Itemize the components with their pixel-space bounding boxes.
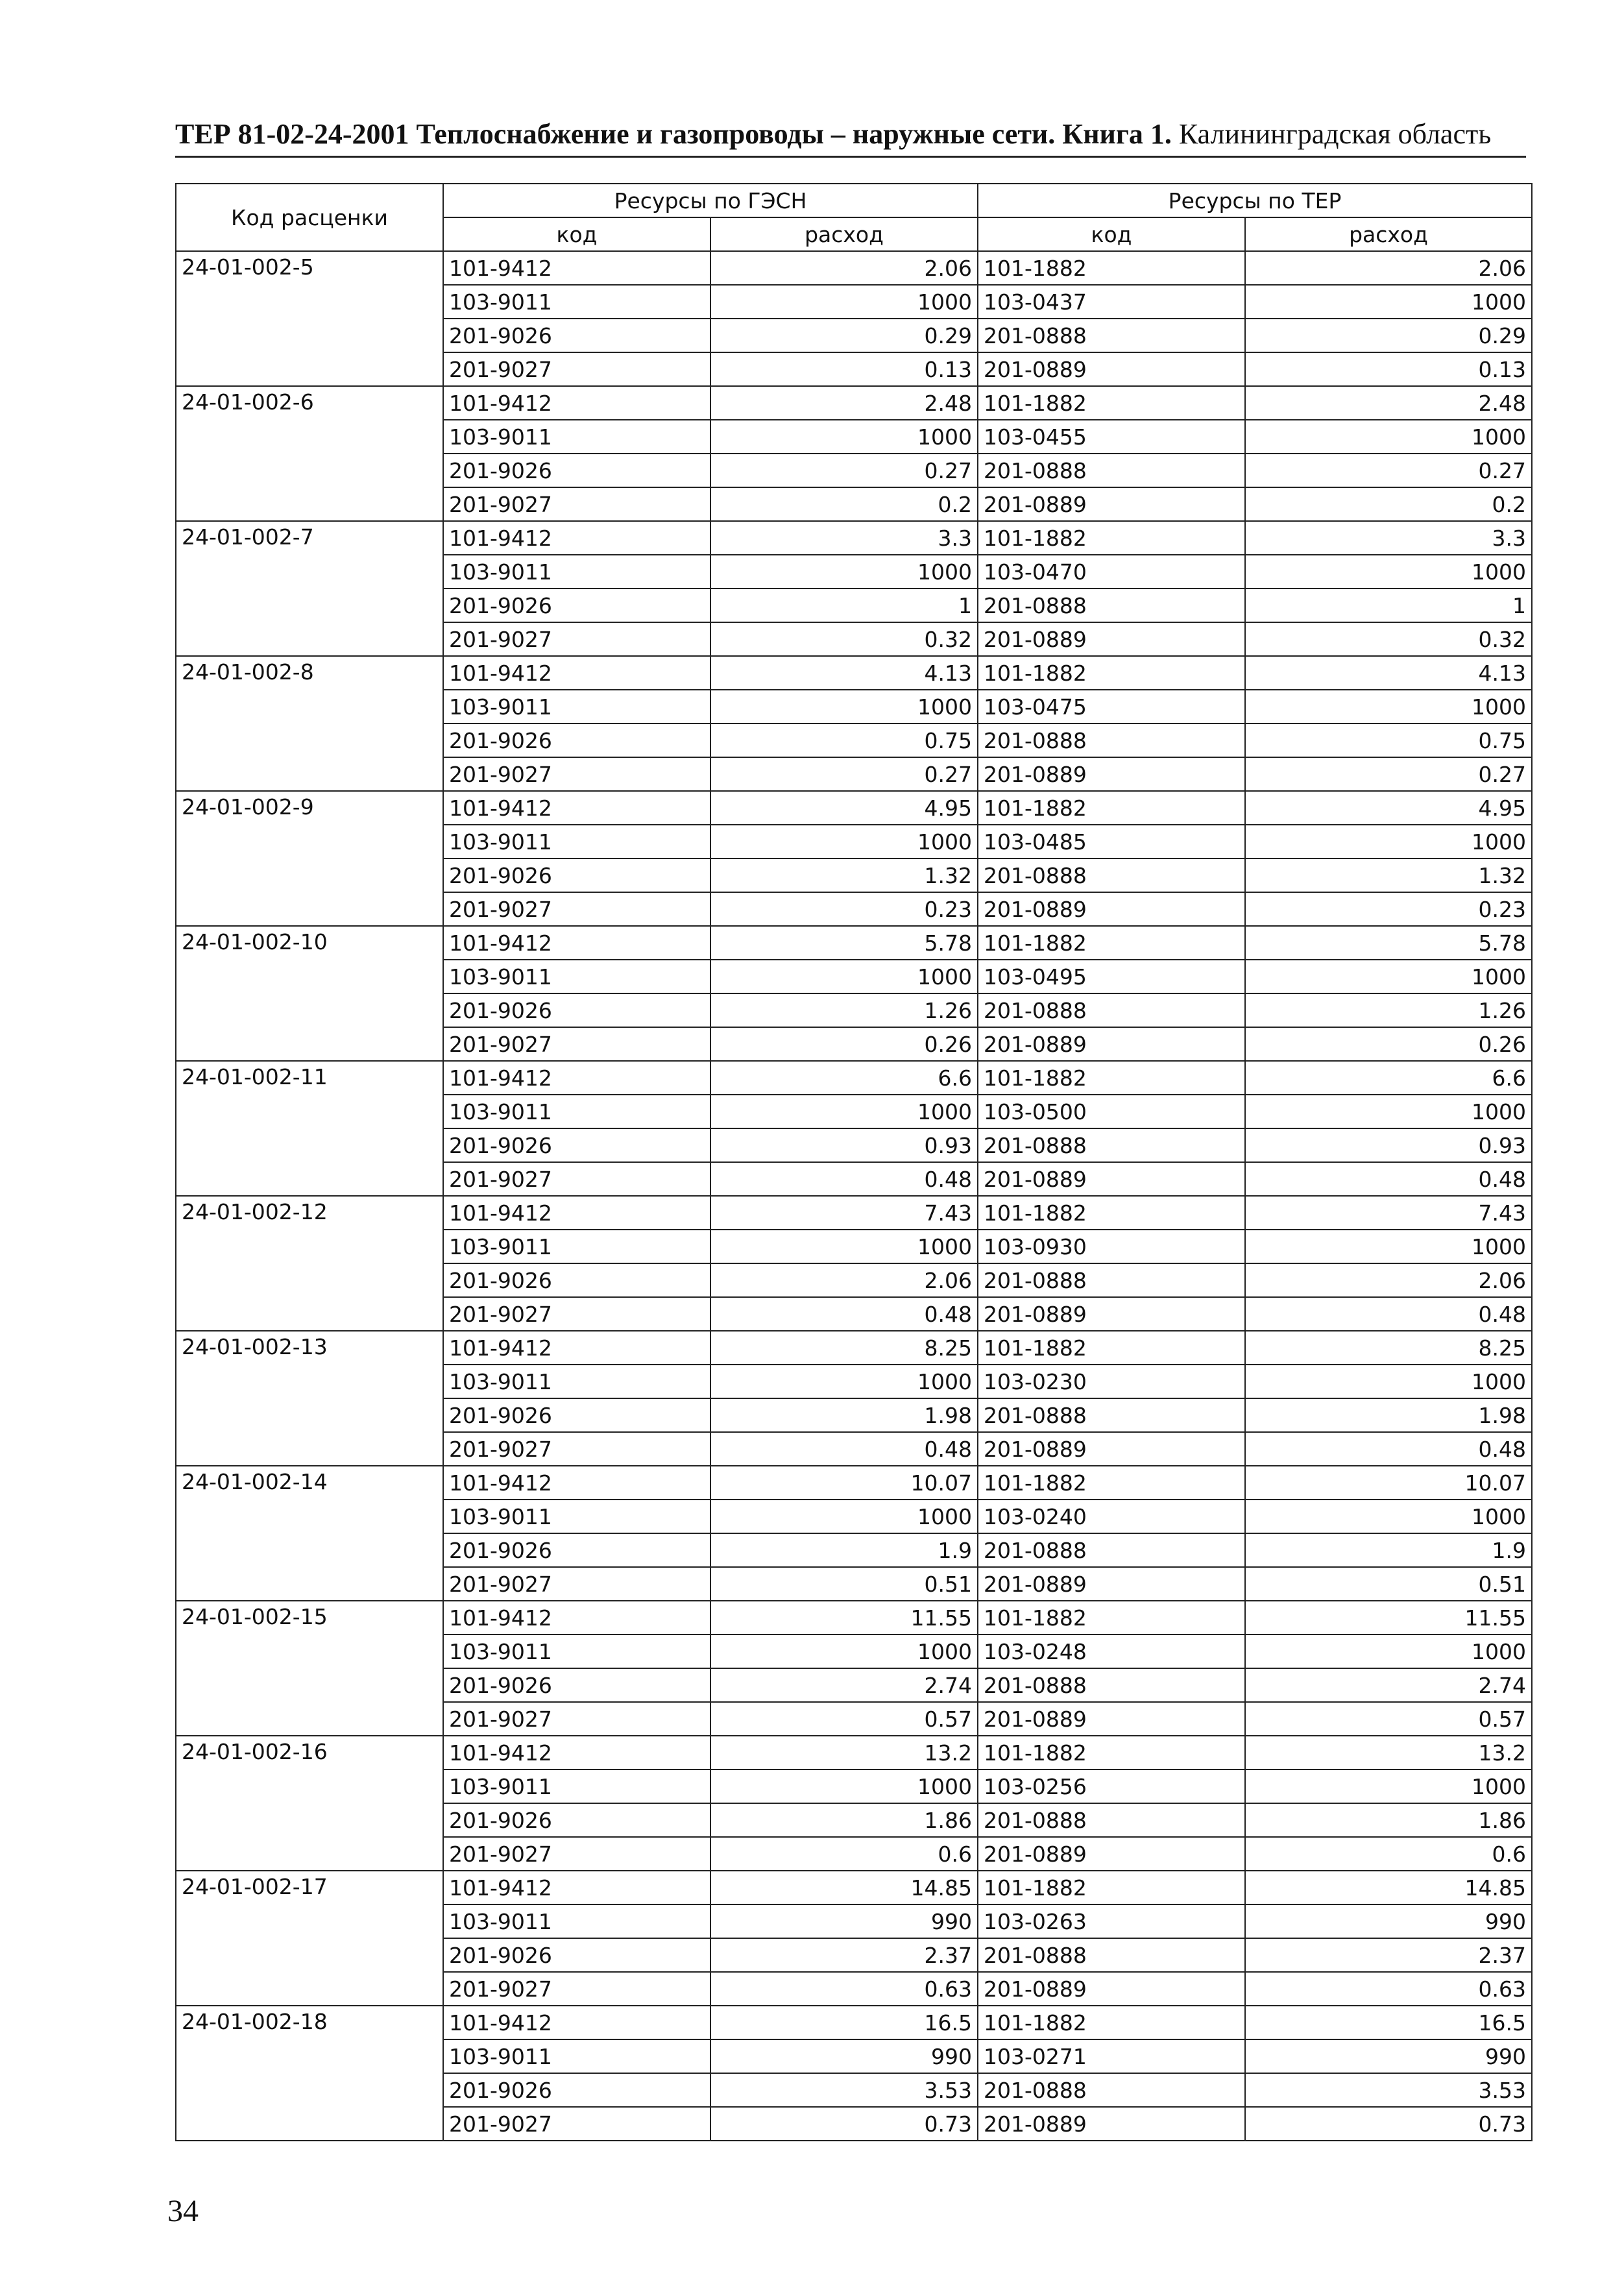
ter-usage-cell: 1.26 <box>1245 993 1532 1027</box>
gesn-code-cell: 101-9412 <box>443 386 710 420</box>
ter-usage-cell: 1000 <box>1245 555 1532 589</box>
gesn-code-cell: 101-9412 <box>443 251 710 285</box>
rate-code-cell: 24-01-002-7 <box>176 521 443 656</box>
gesn-code-cell: 101-9412 <box>443 1871 710 1904</box>
header-ter-code: код <box>978 217 1245 251</box>
ter-code-cell: 201-0889 <box>978 757 1245 791</box>
header-gesn-resources: Ресурсы по ГЭСН <box>443 184 978 217</box>
ter-usage-cell: 0.32 <box>1245 622 1532 656</box>
ter-code-cell: 103-0475 <box>978 690 1245 723</box>
rate-code-cell: 24-01-002-10 <box>176 926 443 1061</box>
gesn-usage-cell: 13.2 <box>710 1736 978 1769</box>
gesn-usage-cell: 0.32 <box>710 622 978 656</box>
ter-code-cell: 201-0888 <box>978 1938 1245 1972</box>
gesn-code-cell: 103-9011 <box>443 1635 710 1668</box>
ter-usage-cell: 0.93 <box>1245 1128 1532 1162</box>
gesn-code-cell: 201-9027 <box>443 1027 710 1061</box>
ter-usage-cell: 7.43 <box>1245 1196 1532 1230</box>
ter-usage-cell: 4.13 <box>1245 656 1532 690</box>
gesn-code-cell: 201-9026 <box>443 1938 710 1972</box>
rate-code-cell: 24-01-002-12 <box>176 1196 443 1331</box>
gesn-usage-cell: 1000 <box>710 1635 978 1668</box>
header-rate-code: Код расценки <box>176 184 443 251</box>
gesn-code-cell: 101-9412 <box>443 1196 710 1230</box>
ter-code-cell: 101-1882 <box>978 1736 1245 1769</box>
rate-code-cell: 24-01-002-8 <box>176 656 443 791</box>
ter-code-cell: 201-0888 <box>978 1533 1245 1567</box>
gesn-code-cell: 101-9412 <box>443 1736 710 1769</box>
gesn-code-cell: 103-9011 <box>443 420 710 454</box>
ter-usage-cell: 0.13 <box>1245 352 1532 386</box>
ter-code-cell: 103-0256 <box>978 1769 1245 1803</box>
ter-code-cell: 101-1882 <box>978 1871 1245 1904</box>
ter-code-cell: 101-1882 <box>978 1601 1245 1635</box>
ter-code-cell: 201-0888 <box>978 1668 1245 1702</box>
gesn-code-cell: 103-9011 <box>443 555 710 589</box>
table-row <box>176 1331 1532 1365</box>
ter-code-cell: 201-0889 <box>978 1432 1245 1466</box>
gesn-code-cell: 201-9026 <box>443 993 710 1027</box>
ter-code-cell: 103-0248 <box>978 1635 1245 1668</box>
ter-code-cell: 201-0889 <box>978 892 1245 926</box>
gesn-usage-cell: 2.06 <box>710 1263 978 1297</box>
ter-code-cell: 201-0889 <box>978 352 1245 386</box>
gesn-usage-cell: 1.9 <box>710 1533 978 1567</box>
gesn-code-cell: 201-9027 <box>443 622 710 656</box>
gesn-code-cell: 201-9026 <box>443 454 710 487</box>
table-row <box>176 1871 1532 1904</box>
gesn-code-cell: 201-9027 <box>443 352 710 386</box>
ter-usage-cell: 1000 <box>1245 1365 1532 1398</box>
ter-code-cell: 101-1882 <box>978 1466 1245 1500</box>
ter-usage-cell: 2.74 <box>1245 1668 1532 1702</box>
gesn-usage-cell: 0.93 <box>710 1128 978 1162</box>
gesn-code-cell: 201-9027 <box>443 1297 710 1331</box>
gesn-code-cell: 101-9412 <box>443 656 710 690</box>
ter-usage-cell: 5.78 <box>1245 926 1532 960</box>
ter-usage-cell: 0.48 <box>1245 1297 1532 1331</box>
ter-code-cell: 201-0888 <box>978 319 1245 352</box>
gesn-code-cell: 201-9026 <box>443 858 710 892</box>
ter-usage-cell: 0.48 <box>1245 1432 1532 1466</box>
gesn-usage-cell: 1000 <box>710 1095 978 1128</box>
table-row <box>176 1466 1532 1500</box>
gesn-usage-cell: 0.51 <box>710 1567 978 1601</box>
gesn-code-cell: 201-9027 <box>443 1972 710 2006</box>
ter-code-cell: 201-0888 <box>978 454 1245 487</box>
table-row <box>176 1196 1532 1230</box>
ter-usage-cell: 1000 <box>1245 285 1532 319</box>
ter-usage-cell: 0.2 <box>1245 487 1532 521</box>
gesn-code-cell: 103-9011 <box>443 825 710 858</box>
gesn-code-cell: 201-9027 <box>443 2107 710 2141</box>
gesn-usage-cell: 7.43 <box>710 1196 978 1230</box>
ter-code-cell: 201-0888 <box>978 723 1245 757</box>
gesn-usage-cell: 2.48 <box>710 386 978 420</box>
ter-usage-cell: 0.63 <box>1245 1972 1532 2006</box>
ter-usage-cell: 990 <box>1245 2039 1532 2073</box>
table-row <box>176 1061 1532 1095</box>
ter-usage-cell: 0.27 <box>1245 757 1532 791</box>
gesn-code-cell: 103-9011 <box>443 285 710 319</box>
gesn-usage-cell: 0.63 <box>710 1972 978 2006</box>
ter-usage-cell: 990 <box>1245 1904 1532 1938</box>
gesn-usage-cell: 4.13 <box>710 656 978 690</box>
ter-code-cell: 103-0263 <box>978 1904 1245 1938</box>
table-row <box>176 926 1532 960</box>
gesn-usage-cell: 3.3 <box>710 521 978 555</box>
rate-code-cell: 24-01-002-11 <box>176 1061 443 1196</box>
ter-usage-cell: 0.75 <box>1245 723 1532 757</box>
ter-usage-cell: 1000 <box>1245 1635 1532 1668</box>
gesn-code-cell: 201-9026 <box>443 1263 710 1297</box>
ter-usage-cell: 0.29 <box>1245 319 1532 352</box>
ter-code-cell: 101-1882 <box>978 656 1245 690</box>
gesn-code-cell: 101-9412 <box>443 521 710 555</box>
rate-code-cell: 24-01-002-9 <box>176 791 443 926</box>
ter-code-cell: 101-1882 <box>978 251 1245 285</box>
gesn-usage-cell: 1000 <box>710 960 978 993</box>
gesn-usage-cell: 0.73 <box>710 2107 978 2141</box>
header-ter-usage: расход <box>1245 217 1532 251</box>
gesn-code-cell: 201-9027 <box>443 757 710 791</box>
header-rule <box>175 156 1526 158</box>
rate-code-cell: 24-01-002-5 <box>176 251 443 386</box>
ter-code-cell: 201-0888 <box>978 1803 1245 1837</box>
ter-usage-cell: 1000 <box>1245 825 1532 858</box>
table-row <box>176 1601 1532 1635</box>
gesn-code-cell: 201-9027 <box>443 487 710 521</box>
ter-code-cell: 103-0437 <box>978 285 1245 319</box>
ter-usage-cell: 1000 <box>1245 960 1532 993</box>
gesn-usage-cell: 1.26 <box>710 993 978 1027</box>
gesn-code-cell: 201-9026 <box>443 1398 710 1432</box>
ter-usage-cell: 0.57 <box>1245 1702 1532 1736</box>
ter-code-cell: 101-1882 <box>978 2006 1245 2039</box>
ter-usage-cell: 4.95 <box>1245 791 1532 825</box>
ter-code-cell: 101-1882 <box>978 1196 1245 1230</box>
ter-usage-cell: 0.6 <box>1245 1837 1532 1871</box>
gesn-usage-cell: 1.86 <box>710 1803 978 1837</box>
table-row <box>176 656 1532 690</box>
ter-code-cell: 201-0889 <box>978 1702 1245 1736</box>
ter-code-cell: 201-0889 <box>978 1837 1245 1871</box>
gesn-code-cell: 201-9027 <box>443 1432 710 1466</box>
gesn-usage-cell: 0.48 <box>710 1162 978 1196</box>
gesn-usage-cell: 0.75 <box>710 723 978 757</box>
ter-usage-cell: 1 <box>1245 589 1532 622</box>
ter-code-cell: 201-0888 <box>978 1398 1245 1432</box>
ter-code-cell: 101-1882 <box>978 791 1245 825</box>
gesn-code-cell: 101-9412 <box>443 926 710 960</box>
ter-usage-cell: 8.25 <box>1245 1331 1532 1365</box>
gesn-usage-cell: 5.78 <box>710 926 978 960</box>
header-gesn-code: код <box>443 217 710 251</box>
gesn-code-cell: 103-9011 <box>443 1230 710 1263</box>
gesn-usage-cell: 0.29 <box>710 319 978 352</box>
rate-code-cell: 24-01-002-17 <box>176 1871 443 2006</box>
gesn-code-cell: 103-9011 <box>443 1769 710 1803</box>
table-row <box>176 251 1532 285</box>
ter-code-cell: 201-0889 <box>978 2107 1245 2141</box>
ter-usage-cell: 1000 <box>1245 690 1532 723</box>
ter-usage-cell: 14.85 <box>1245 1871 1532 1904</box>
gesn-usage-cell: 0.2 <box>710 487 978 521</box>
gesn-code-cell: 201-9027 <box>443 1567 710 1601</box>
ter-code-cell: 103-0240 <box>978 1500 1245 1533</box>
gesn-code-cell: 201-9027 <box>443 1162 710 1196</box>
gesn-usage-cell: 3.53 <box>710 2073 978 2107</box>
gesn-usage-cell: 0.23 <box>710 892 978 926</box>
gesn-usage-cell: 0.6 <box>710 1837 978 1871</box>
table-row <box>176 791 1532 825</box>
gesn-usage-cell: 1000 <box>710 1230 978 1263</box>
gesn-usage-cell: 990 <box>710 2039 978 2073</box>
gesn-code-cell: 201-9026 <box>443 1668 710 1702</box>
ter-code-cell: 201-0888 <box>978 858 1245 892</box>
ter-code-cell: 201-0888 <box>978 2073 1245 2107</box>
ter-usage-cell: 1.32 <box>1245 858 1532 892</box>
gesn-code-cell: 201-9026 <box>443 589 710 622</box>
ter-code-cell: 201-0889 <box>978 1027 1245 1061</box>
ter-usage-cell: 1.98 <box>1245 1398 1532 1432</box>
gesn-code-cell: 101-9412 <box>443 1061 710 1095</box>
resources-table <box>175 183 1533 2141</box>
ter-usage-cell: 1000 <box>1245 420 1532 454</box>
gesn-usage-cell: 1 <box>710 589 978 622</box>
ter-usage-cell: 1.86 <box>1245 1803 1532 1837</box>
gesn-usage-cell: 0.26 <box>710 1027 978 1061</box>
ter-usage-cell: 0.48 <box>1245 1162 1532 1196</box>
gesn-code-cell: 201-9026 <box>443 1128 710 1162</box>
rate-code-cell: 24-01-002-6 <box>176 386 443 521</box>
gesn-code-cell: 201-9026 <box>443 1803 710 1837</box>
gesn-usage-cell: 6.6 <box>710 1061 978 1095</box>
ter-code-cell: 103-0271 <box>978 2039 1245 2073</box>
ter-code-cell: 101-1882 <box>978 1061 1245 1095</box>
ter-usage-cell: 1000 <box>1245 1095 1532 1128</box>
ter-code-cell: 101-1882 <box>978 926 1245 960</box>
ter-usage-cell: 0.51 <box>1245 1567 1532 1601</box>
gesn-code-cell: 103-9011 <box>443 960 710 993</box>
gesn-code-cell: 101-9412 <box>443 1601 710 1635</box>
gesn-code-cell: 103-9011 <box>443 690 710 723</box>
gesn-usage-cell: 0.13 <box>710 352 978 386</box>
ter-usage-cell: 2.48 <box>1245 386 1532 420</box>
ter-code-cell: 201-0889 <box>978 1972 1245 2006</box>
gesn-usage-cell: 10.07 <box>710 1466 978 1500</box>
ter-usage-cell: 3.3 <box>1245 521 1532 555</box>
ter-usage-cell: 1.9 <box>1245 1533 1532 1567</box>
ter-usage-cell: 0.23 <box>1245 892 1532 926</box>
ter-code-cell: 201-0889 <box>978 1297 1245 1331</box>
ter-usage-cell: 2.06 <box>1245 1263 1532 1297</box>
gesn-usage-cell: 11.55 <box>710 1601 978 1635</box>
gesn-code-cell: 103-9011 <box>443 1904 710 1938</box>
header-region: Калининградская область <box>1171 118 1492 150</box>
gesn-usage-cell: 0.27 <box>710 757 978 791</box>
ter-usage-cell: 6.6 <box>1245 1061 1532 1095</box>
ter-code-cell: 103-0470 <box>978 555 1245 589</box>
ter-code-cell: 103-0930 <box>978 1230 1245 1263</box>
header-ter-resources: Ресурсы по ТЕР <box>978 184 1532 217</box>
ter-usage-cell: 0.26 <box>1245 1027 1532 1061</box>
ter-code-cell: 103-0455 <box>978 420 1245 454</box>
table-row <box>176 521 1532 555</box>
gesn-usage-cell: 2.06 <box>710 251 978 285</box>
ter-code-cell: 101-1882 <box>978 521 1245 555</box>
gesn-usage-cell: 0.57 <box>710 1702 978 1736</box>
gesn-code-cell: 103-9011 <box>443 2039 710 2073</box>
rate-code-cell: 24-01-002-15 <box>176 1601 443 1736</box>
page-header <box>175 118 1525 151</box>
gesn-usage-cell: 4.95 <box>710 791 978 825</box>
gesn-code-cell: 101-9412 <box>443 2006 710 2039</box>
ter-usage-cell: 0.27 <box>1245 454 1532 487</box>
gesn-usage-cell: 16.5 <box>710 2006 978 2039</box>
ter-usage-cell: 1000 <box>1245 1230 1532 1263</box>
ter-usage-cell: 13.2 <box>1245 1736 1532 1769</box>
gesn-usage-cell: 0.48 <box>710 1297 978 1331</box>
rate-code-cell: 24-01-002-16 <box>176 1736 443 1871</box>
gesn-code-cell: 201-9026 <box>443 723 710 757</box>
ter-code-cell: 201-0889 <box>978 487 1245 521</box>
rate-code-cell: 24-01-002-14 <box>176 1466 443 1601</box>
rate-code-cell: 24-01-002-13 <box>176 1331 443 1466</box>
ter-code-cell: 103-0230 <box>978 1365 1245 1398</box>
gesn-usage-cell: 2.74 <box>710 1668 978 1702</box>
gesn-code-cell: 201-9027 <box>443 892 710 926</box>
gesn-code-cell: 101-9412 <box>443 1466 710 1500</box>
gesn-usage-cell: 1000 <box>710 555 978 589</box>
ter-code-cell: 201-0889 <box>978 1162 1245 1196</box>
ter-code-cell: 103-0495 <box>978 960 1245 993</box>
ter-code-cell: 201-0889 <box>978 622 1245 656</box>
ter-code-cell: 201-0889 <box>978 1567 1245 1601</box>
ter-usage-cell: 0.73 <box>1245 2107 1532 2141</box>
gesn-code-cell: 103-9011 <box>443 1095 710 1128</box>
header-title: ТЕР 81-02-24-2001 Теплоснабжение и газопроводы – наружные сети. Книга 1. <box>175 118 1172 150</box>
ter-usage-cell: 1000 <box>1245 1769 1532 1803</box>
gesn-code-cell: 201-9026 <box>443 1533 710 1567</box>
gesn-code-cell: 201-9026 <box>443 2073 710 2107</box>
gesn-usage-cell: 8.25 <box>710 1331 978 1365</box>
ter-usage-cell: 2.06 <box>1245 251 1532 285</box>
gesn-usage-cell: 1000 <box>710 690 978 723</box>
gesn-usage-cell: 1000 <box>710 825 978 858</box>
ter-code-cell: 201-0888 <box>978 1128 1245 1162</box>
gesn-code-cell: 101-9412 <box>443 791 710 825</box>
gesn-usage-cell: 1.32 <box>710 858 978 892</box>
ter-code-cell: 101-1882 <box>978 1331 1245 1365</box>
gesn-usage-cell: 0.48 <box>710 1432 978 1466</box>
rate-code-cell: 24-01-002-18 <box>176 2006 443 2141</box>
gesn-usage-cell: 14.85 <box>710 1871 978 1904</box>
ter-code-cell: 103-0500 <box>978 1095 1245 1128</box>
table-row <box>176 386 1532 420</box>
gesn-usage-cell: 1000 <box>710 1365 978 1398</box>
gesn-usage-cell: 0.27 <box>710 454 978 487</box>
ter-usage-cell: 11.55 <box>1245 1601 1532 1635</box>
gesn-code-cell: 103-9011 <box>443 1365 710 1398</box>
header-gesn-usage: расход <box>710 217 978 251</box>
ter-code-cell: 201-0888 <box>978 993 1245 1027</box>
gesn-usage-cell: 1000 <box>710 285 978 319</box>
table-row <box>176 2006 1532 2039</box>
ter-code-cell: 201-0888 <box>978 1263 1245 1297</box>
table-row <box>176 1736 1532 1769</box>
gesn-usage-cell: 990 <box>710 1904 978 1938</box>
ter-usage-cell: 10.07 <box>1245 1466 1532 1500</box>
gesn-usage-cell: 2.37 <box>710 1938 978 1972</box>
ter-code-cell: 201-0888 <box>978 589 1245 622</box>
gesn-usage-cell: 1000 <box>710 420 978 454</box>
resources-table-body <box>176 251 1532 2141</box>
gesn-code-cell: 201-9027 <box>443 1837 710 1871</box>
gesn-code-cell: 201-9027 <box>443 1702 710 1736</box>
page-number: 34 <box>167 2194 199 2228</box>
gesn-code-cell: 103-9011 <box>443 1500 710 1533</box>
ter-usage-cell: 2.37 <box>1245 1938 1532 1972</box>
ter-code-cell: 101-1882 <box>978 386 1245 420</box>
gesn-usage-cell: 1000 <box>710 1769 978 1803</box>
ter-usage-cell: 16.5 <box>1245 2006 1532 2039</box>
gesn-usage-cell: 1000 <box>710 1500 978 1533</box>
gesn-code-cell: 201-9026 <box>443 319 710 352</box>
ter-code-cell: 103-0485 <box>978 825 1245 858</box>
gesn-code-cell: 101-9412 <box>443 1331 710 1365</box>
gesn-usage-cell: 1.98 <box>710 1398 978 1432</box>
ter-usage-cell: 3.53 <box>1245 2073 1532 2107</box>
ter-usage-cell: 1000 <box>1245 1500 1532 1533</box>
